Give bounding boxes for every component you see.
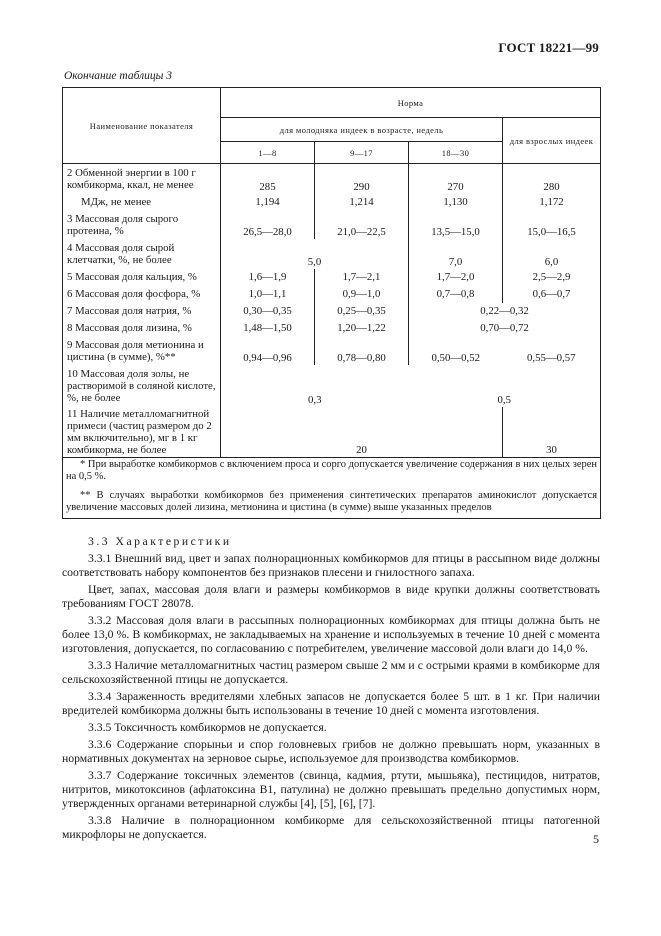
- cell-value: 0,3: [308, 393, 322, 406]
- paragraph: 3.3.8 Наличие в полнорационном комбикорме для сельскохозяйственной птицы патогенной микрофлоры не допускается.: [62, 814, 600, 841]
- row-label: 3 Массовая доля сырого протеина, %: [63, 211, 221, 239]
- cell-value: 26,5—28,0: [221, 211, 315, 239]
- paragraph: 3.3.3 Наличие металломагнитных частиц размером свыше 2 мм и с острыми краями в комбикорме для сельскохозяйственной птицы не допускается.: [62, 659, 600, 686]
- cell-value: 1,6—1,9: [221, 269, 315, 286]
- col-param-header: Наименование показателя: [63, 88, 221, 164]
- table-footnotes: [63, 457, 601, 518]
- page-number: 5: [593, 832, 599, 846]
- cell-value: 1,20—1,22: [315, 320, 409, 337]
- cell-value: 280: [503, 164, 601, 194]
- body-text: [62, 535, 600, 845]
- paragraph: 3.3.1 Внешний вид, цвет и запах полнорационных комбикормов для птицы в рассыпном виде должны соответствовать набору компонентов без признаков плесени и гнилостного запаха.: [62, 552, 600, 579]
- table-row: [63, 269, 601, 286]
- cell-value: 285: [221, 164, 315, 194]
- table-row: [63, 407, 601, 458]
- table-row: [63, 337, 601, 365]
- row-label: 8 Массовая доля лизина, %: [63, 320, 221, 337]
- cell-value: 1,130: [409, 194, 503, 211]
- paragraph: Цвет, запах, массовая доля влаги и размеры комбикормов в виде крупки должны соответствовать требованиям ГОСТ 28078.: [62, 583, 600, 610]
- cell-value: 7,0: [409, 239, 503, 269]
- cell-value: 0,55—0,57: [503, 337, 601, 365]
- table-row: [63, 164, 601, 194]
- cell-value: 290: [315, 164, 409, 194]
- cell-value: 1,214: [315, 194, 409, 211]
- cell-value: 1,0—1,1: [221, 286, 315, 303]
- table-row: [63, 286, 601, 303]
- cell-value: 0,5: [409, 365, 601, 407]
- col-weeks-9-17: 9—17: [315, 142, 409, 164]
- cell-value: 0,30—0,35: [221, 303, 315, 320]
- cell-value: 1,48—1,50: [221, 320, 315, 337]
- section-heading: 3.3 Характеристики: [88, 535, 232, 548]
- paragraph: 3.3.6 Содержание спорыньи и спор головневых грибов не должно превышать норм, указанных в нормативных документах на зерновое сырье, используемое для производства комбикормов.: [62, 738, 600, 765]
- footnote: ** В случаях выработки комбикормов без применения синтетических препаратов аминокислот допускается увеличение массовых долей лизина, метионина и цистина (в сумме) выше указанных пределов: [66, 489, 598, 513]
- cell-value: 0,7—0,8: [409, 286, 503, 303]
- cell-value: 0,22—0,32: [409, 303, 601, 320]
- cell-value: 0,25—0,35: [315, 303, 409, 320]
- paragraph: 3.3.5 Токсичность комбикормов не допускается.: [88, 721, 327, 734]
- col-young-header: для молодняка индеек в возрасте, недель: [221, 118, 503, 142]
- cell-value: 0,6—0,7: [503, 286, 601, 303]
- cell-value: 0,9—1,0: [315, 286, 409, 303]
- row-label: 10 Массовая доля золы, не растворимой в соляной кислоте, %, не более: [63, 365, 221, 407]
- row-label: 11 Наличие металломагнитной примеси (частиц размером до 2 мм включительно), мг в 1 кг комбикорма, не более: [63, 407, 221, 458]
- table-row: [63, 320, 601, 337]
- table-row: [63, 211, 601, 239]
- table-row: [63, 365, 601, 407]
- cell-value: 21,0—22,5: [315, 211, 409, 239]
- cell-value: 15,0—16,5: [503, 211, 601, 239]
- cell-value: 2,5—2,9: [503, 269, 601, 286]
- cell-value: 1,7—2,0: [409, 269, 503, 286]
- paragraph: 3.3.7 Содержание токсичных элементов (свинца, кадмия, ртути, мышьяка), пестицидов, нитратов, нитритов, микотоксинов (афлатоксина B1, патулина) не должно превышать предельно допустимых норм, утвержденных органами ветеринарной службы [4], [5], [6], [7].: [62, 769, 600, 810]
- cell-value: 20: [221, 407, 503, 458]
- cell-value: 6,0: [503, 239, 601, 269]
- row-label: 2 Обменной энергии в 100 г комбикорма, ккал, не менее: [63, 164, 221, 194]
- cell-value: 1,7—2,1: [315, 269, 409, 286]
- cell-value: 1,172: [503, 194, 601, 211]
- norms-table: [62, 87, 601, 519]
- cell-value: 13,5—15,0: [409, 211, 503, 239]
- table-row: [63, 239, 601, 269]
- row-label: 6 Массовая доля фосфора, %: [63, 286, 221, 303]
- col-adult-header: для взрослых индеек: [503, 118, 601, 164]
- cell-value: 1,194: [221, 194, 315, 211]
- paragraph: 3.3.4 Зараженность вредителями хлебных запасов не допускается более 5 шт. в 1 кг. При наличии вредителей комбикорма должны быть использованы в течение 10 дней с момента изготовления.: [62, 690, 600, 717]
- table-row: [63, 303, 601, 320]
- cell-value: 270: [409, 164, 503, 194]
- cell-value: 0,78—0,80: [315, 337, 409, 365]
- col-weeks-18-30: 18—30: [409, 142, 503, 164]
- cell-value: 0,70—0,72: [409, 320, 601, 337]
- row-label: МДж, не менее: [63, 194, 221, 211]
- standard-header: ГОСТ 18221—99: [498, 40, 599, 55]
- row-label: 9 Массовая доля метионина и цистина (в сумме), %**: [63, 337, 221, 365]
- row-label: 7 Массовая доля натрия, %: [63, 303, 221, 320]
- cell-value: 5,0: [221, 239, 409, 269]
- cell-value: 0,94—0,96: [221, 337, 315, 365]
- paragraph: 3.3.2 Массовая доля влаги в рассыпных полнорационных комбикормах для птицы должна быть не более 13,0 %. В комбикормах, не закладываемых на хранение и используемых в течение 10 дней с момента изготовления, допускается, по согласованию с потребителем, увеличение массовой доли влаги до 14,0 %.: [62, 614, 600, 655]
- table-caption: Окончание таблицы 3: [64, 70, 172, 82]
- row-label: 4 Массовая доля сырой клетчатки, %, не более: [63, 239, 221, 269]
- cell-value: 30: [503, 407, 601, 458]
- footnote: * При выработке комбикормов с включением проса и сорго допускается увеличение содержания в них целых зерен на 0,5 %.: [66, 458, 598, 482]
- table-row: [63, 194, 601, 211]
- col-weeks-1-8: 1—8: [221, 142, 315, 164]
- col-norm-header: Норма: [221, 88, 601, 118]
- row-label: 5 Массовая доля кальция, %: [63, 269, 221, 286]
- cell-value: 0,50—0,52: [431, 351, 481, 364]
